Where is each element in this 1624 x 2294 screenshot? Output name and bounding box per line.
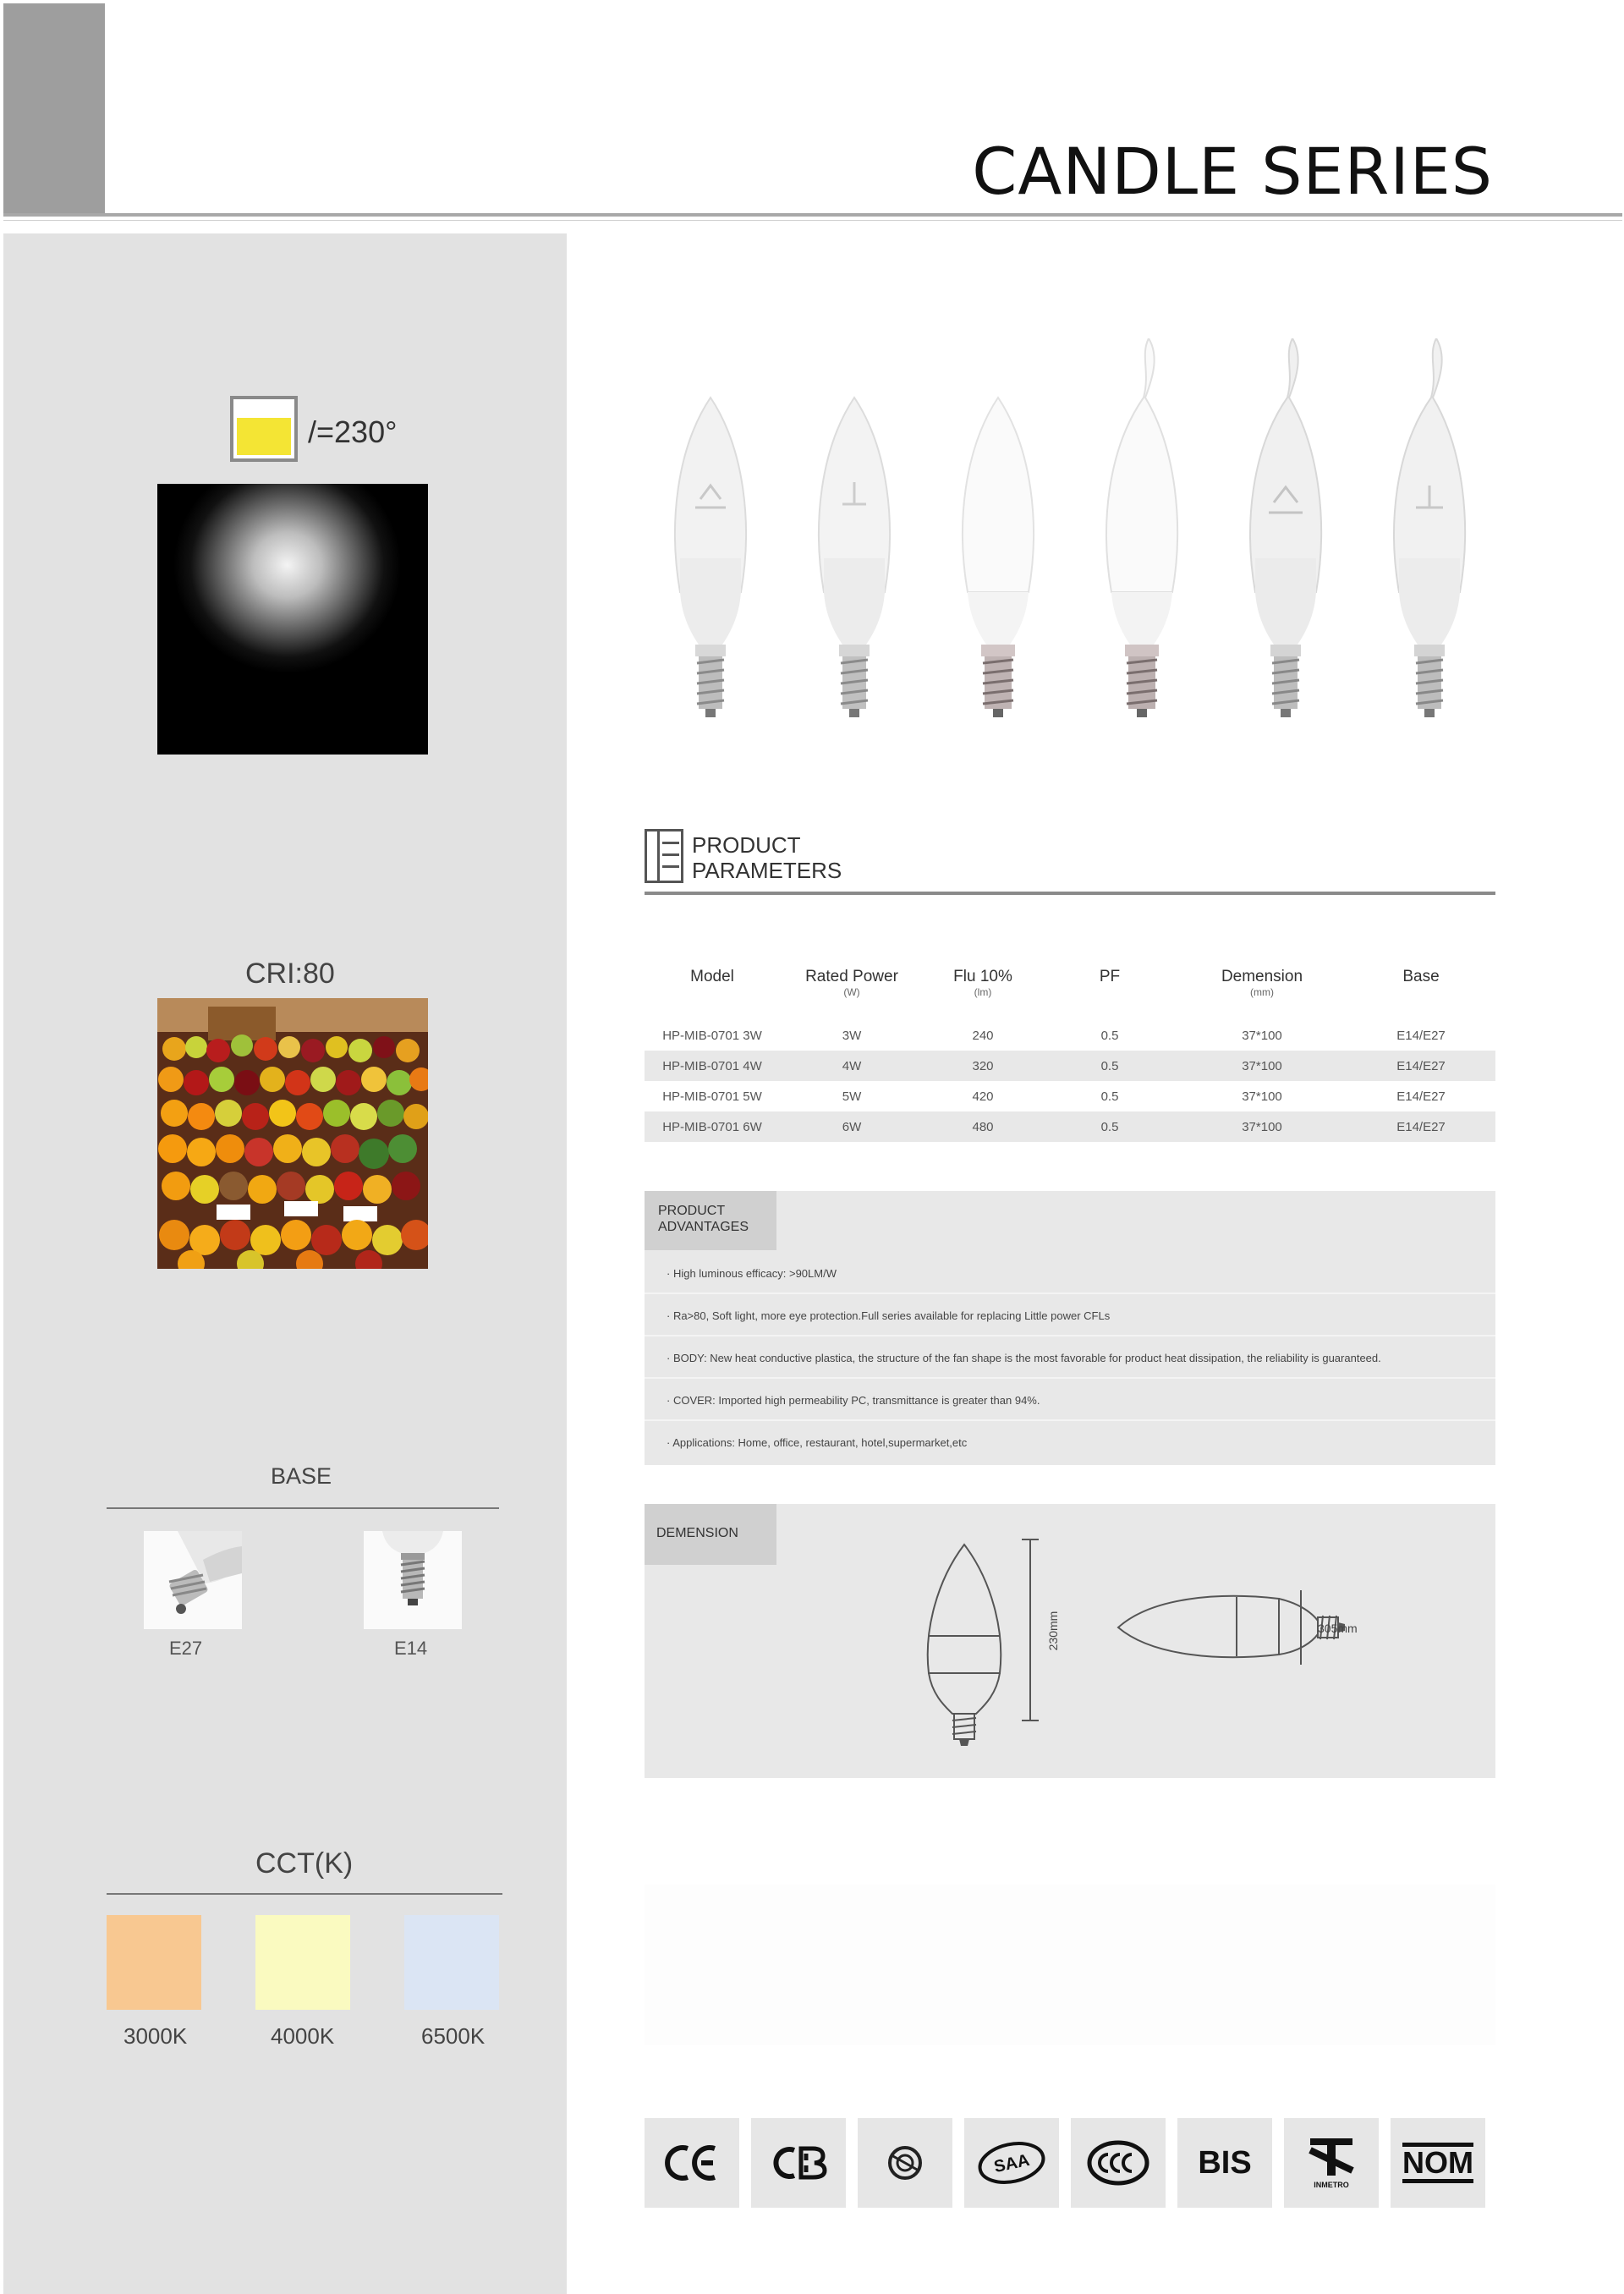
advantage-item: · BODY: New heat conductive plastica, the structure of the fan shape is the most favorable for product heat dissipation, the reliability is guaranteed. <box>645 1338 1495 1379</box>
fruit-market-image <box>157 998 428 1269</box>
advantage-item: · High luminous efficacy: >90LM/W <box>645 1254 1495 1294</box>
advantages-panel <box>645 1191 1495 1465</box>
candle-bulb-clear <box>651 338 770 736</box>
cell-flux: 420 <box>972 1089 994 1104</box>
advantages-title-line1: PRODUCT <box>658 1204 726 1218</box>
parameters-divider <box>645 892 1495 895</box>
rohs-logo <box>858 2118 952 2208</box>
length-label: 305mm <box>1318 1622 1358 1635</box>
base-label-e14: E14 <box>394 1638 428 1659</box>
cell-dimension: 37*100 <box>1242 1089 1282 1104</box>
beam-pattern-image <box>157 484 428 755</box>
cct-swatch-6500k <box>404 1915 499 2010</box>
cell-model: HP-MIB-0701 4W <box>645 1051 780 1081</box>
flame-tip-bulb-clear-2 <box>1370 338 1489 736</box>
parameters-table <box>645 968 1495 1142</box>
cell-base: E14/E27 <box>1396 1028 1446 1043</box>
advantage-item: · Applications: Home, office, restaurant, hotel,supermarket,etc <box>667 1436 968 1449</box>
cell-base: E14/E27 <box>1396 1089 1446 1104</box>
cct-label-6500k: 6500K <box>421 2023 486 2049</box>
parameters-title-line2: PARAMETERS <box>692 858 842 883</box>
cell-power: 3W <box>842 1028 862 1043</box>
table-row <box>645 1081 1495 1111</box>
cct-swatch-4000k <box>255 1915 350 2010</box>
cell-model: HP-MIB-0701 5W <box>662 1089 762 1104</box>
column-header: Model <box>690 968 734 985</box>
advantages-title-line2: ADVANTAGES <box>658 1220 749 1234</box>
base-title: BASE <box>271 1463 332 1489</box>
corner-block <box>3 3 105 215</box>
column-header: Demension (mm) <box>1221 968 1303 998</box>
cell-flux: 320 <box>924 1051 1042 1081</box>
cell-power: 4W <box>780 1051 924 1081</box>
table-row <box>645 1020 1495 1051</box>
cell-pf: 0.5 <box>1100 1028 1119 1043</box>
cct-label-3000k: 3000K <box>123 2023 188 2049</box>
cell-base: E14/E27 <box>1347 1111 1495 1142</box>
cct-title: CCT(K) <box>255 1847 354 1880</box>
saa-logo <box>964 2118 1059 2208</box>
cell-pf: 0.5 <box>1100 1089 1119 1104</box>
cct-label-4000k: 4000K <box>271 2023 335 2049</box>
cell-pf: 0.5 <box>1042 1111 1177 1142</box>
parameters-icon <box>645 829 683 883</box>
dimension-drawing <box>645 1504 1495 1778</box>
cct-divider <box>107 1893 502 1895</box>
bis-label: BIS <box>1198 2144 1252 2181</box>
advantages-title <box>645 1191 776 1250</box>
advantage-item: · Ra>80, Soft light, more eye protection.Full series available for replacing Little power CFLs <box>645 1296 1495 1336</box>
svg-text:INMETRO: INMETRO <box>1314 2181 1349 2189</box>
header-divider <box>3 213 1622 217</box>
cell-model: HP-MIB-0701 6W <box>645 1111 780 1142</box>
cell-dimension: 37*100 <box>1177 1051 1347 1081</box>
fruit-illustration <box>157 998 428 1269</box>
flame-tip-bulb-frosted <box>1083 338 1201 736</box>
cell-model: HP-MIB-0701 3W <box>662 1028 762 1043</box>
header-divider-thin <box>3 220 1622 221</box>
column-header: Base <box>1402 968 1440 985</box>
table-row <box>645 1111 1495 1142</box>
cell-dimension: 37*100 <box>1242 1028 1282 1043</box>
column-header: PF <box>1099 968 1121 985</box>
column-header: Flu 10% (lm) <box>953 968 1012 998</box>
page-title: CANDLE SERIES <box>972 134 1493 209</box>
advantage-item: · COVER: Imported high permeability PC, transmittance is greater than 94%. <box>645 1380 1495 1421</box>
table-row <box>645 1051 1495 1081</box>
base-divider <box>107 1507 499 1509</box>
nom-label: NOM <box>1402 2143 1473 2183</box>
height-label: 230mm <box>1046 1611 1060 1651</box>
beam-angle-icon <box>230 396 298 462</box>
dimension-panel <box>645 1504 1495 1778</box>
cell-base: E14/E27 <box>1347 1051 1495 1081</box>
ce-logo <box>645 2118 739 2208</box>
blank-panel <box>645 1885 1495 2045</box>
e14-bulb-image <box>364 1531 462 1629</box>
cell-flux: 480 <box>924 1111 1042 1142</box>
beam-angle-label: /=230° <box>308 414 398 449</box>
dimension-title: DEMENSION <box>645 1504 776 1565</box>
candle-bulb-clear-2 <box>795 338 914 736</box>
table-header-row <box>645 968 1495 1020</box>
e27-bulb-image <box>144 1531 242 1629</box>
cri-label: CRI:80 <box>245 958 335 990</box>
bis-logo <box>1177 2118 1272 2208</box>
cct-swatch-3000k <box>107 1915 201 2010</box>
cell-pf: 0.5 <box>1042 1051 1177 1081</box>
flame-tip-bulb-clear <box>1226 338 1345 736</box>
cell-power: 6W <box>780 1111 924 1142</box>
cb-logo <box>751 2118 846 2208</box>
cell-dimension: 37*100 <box>1177 1111 1347 1142</box>
ccc-logo <box>1071 2118 1166 2208</box>
column-header: Rated Power (W) <box>805 968 898 998</box>
parameters-title <box>692 832 842 883</box>
candle-bulb-frosted <box>939 338 1057 736</box>
base-label-e27: E27 <box>169 1638 203 1659</box>
svg-text:SAA: SAA <box>992 2150 1032 2177</box>
inmetro-logo <box>1284 2118 1379 2208</box>
cell-power: 5W <box>842 1089 862 1104</box>
parameters-title-line1: PRODUCT <box>692 832 801 858</box>
nom-logo <box>1391 2118 1485 2208</box>
cell-flux: 240 <box>972 1028 994 1043</box>
